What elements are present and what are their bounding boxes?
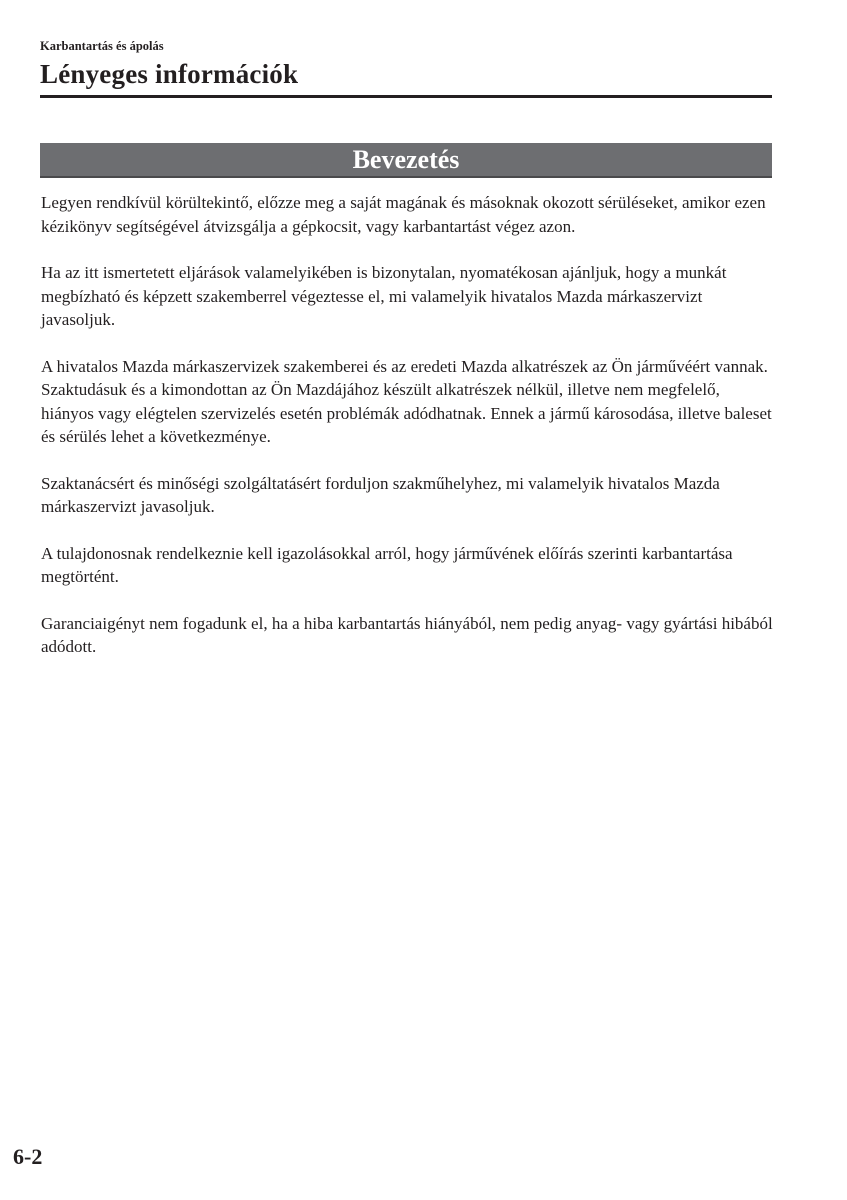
section-heading: Bevezetés	[40, 143, 772, 178]
paragraph-expert-advice: Szaktanácsért és minőségi szolgáltatásért forduljon szakműhelyhez, mi valamelyik hivatalos Mazda márkaszervizt javasoljuk.	[41, 473, 720, 516]
paragraph-warranty: Garanciaigényt nem fogadunk el, ha a hiba karbantartás hiányából, nem pedig anyag- vagy gyártási hibából adódott.	[41, 613, 773, 656]
paragraph-maintenance-records: A tulajdonosnak rendelkeznie kell igazolásokkal arról, hogy járművének előírás szerinti karbantartása megtörtént.	[41, 543, 733, 586]
title-divider	[40, 95, 772, 98]
breadcrumb: Karbantartás és ápolás	[40, 39, 164, 53]
page-header	[40, 38, 772, 91]
paragraph-uncertain-procedures: Ha az itt ismertetett eljárások valamelyikében is bizonytalan, nyomatékosan ajánljuk, hogy a munkát megbízható és képzett szakemberrel végeztesse el, mi valamelyik hivatalos Mazda márkaszervizt javasoljuk.	[41, 263, 727, 329]
paragraph-authorized-service: A hivatalos Mazda márkaszervizek szakemberei és az eredeti Mazda alkatrészek az Ön járművéért vannak. Szaktudásuk és a kimondottan az Ön Mazdájához készült alkatrészek nélkül, illetve nem megfelelő, hiányos vagy elégtelen szervizelés esetén problémák adódhatnak. Ennek a jármű károsodása, illetve baleset és sérülés lehet a következménye.	[41, 356, 772, 446]
page-number: 6-2	[13, 1144, 43, 1169]
page-title: Lényeges információk	[40, 59, 299, 89]
body-text	[41, 191, 776, 682]
paragraph-safety: Legyen rendkívül körültekintő, előzze meg a saját magának és másoknak okozott sérüléseket, amikor ezen kézikönyv segítségével átvizsgálja a gépkocsit, vagy karbantartást végez azon.	[41, 193, 766, 236]
